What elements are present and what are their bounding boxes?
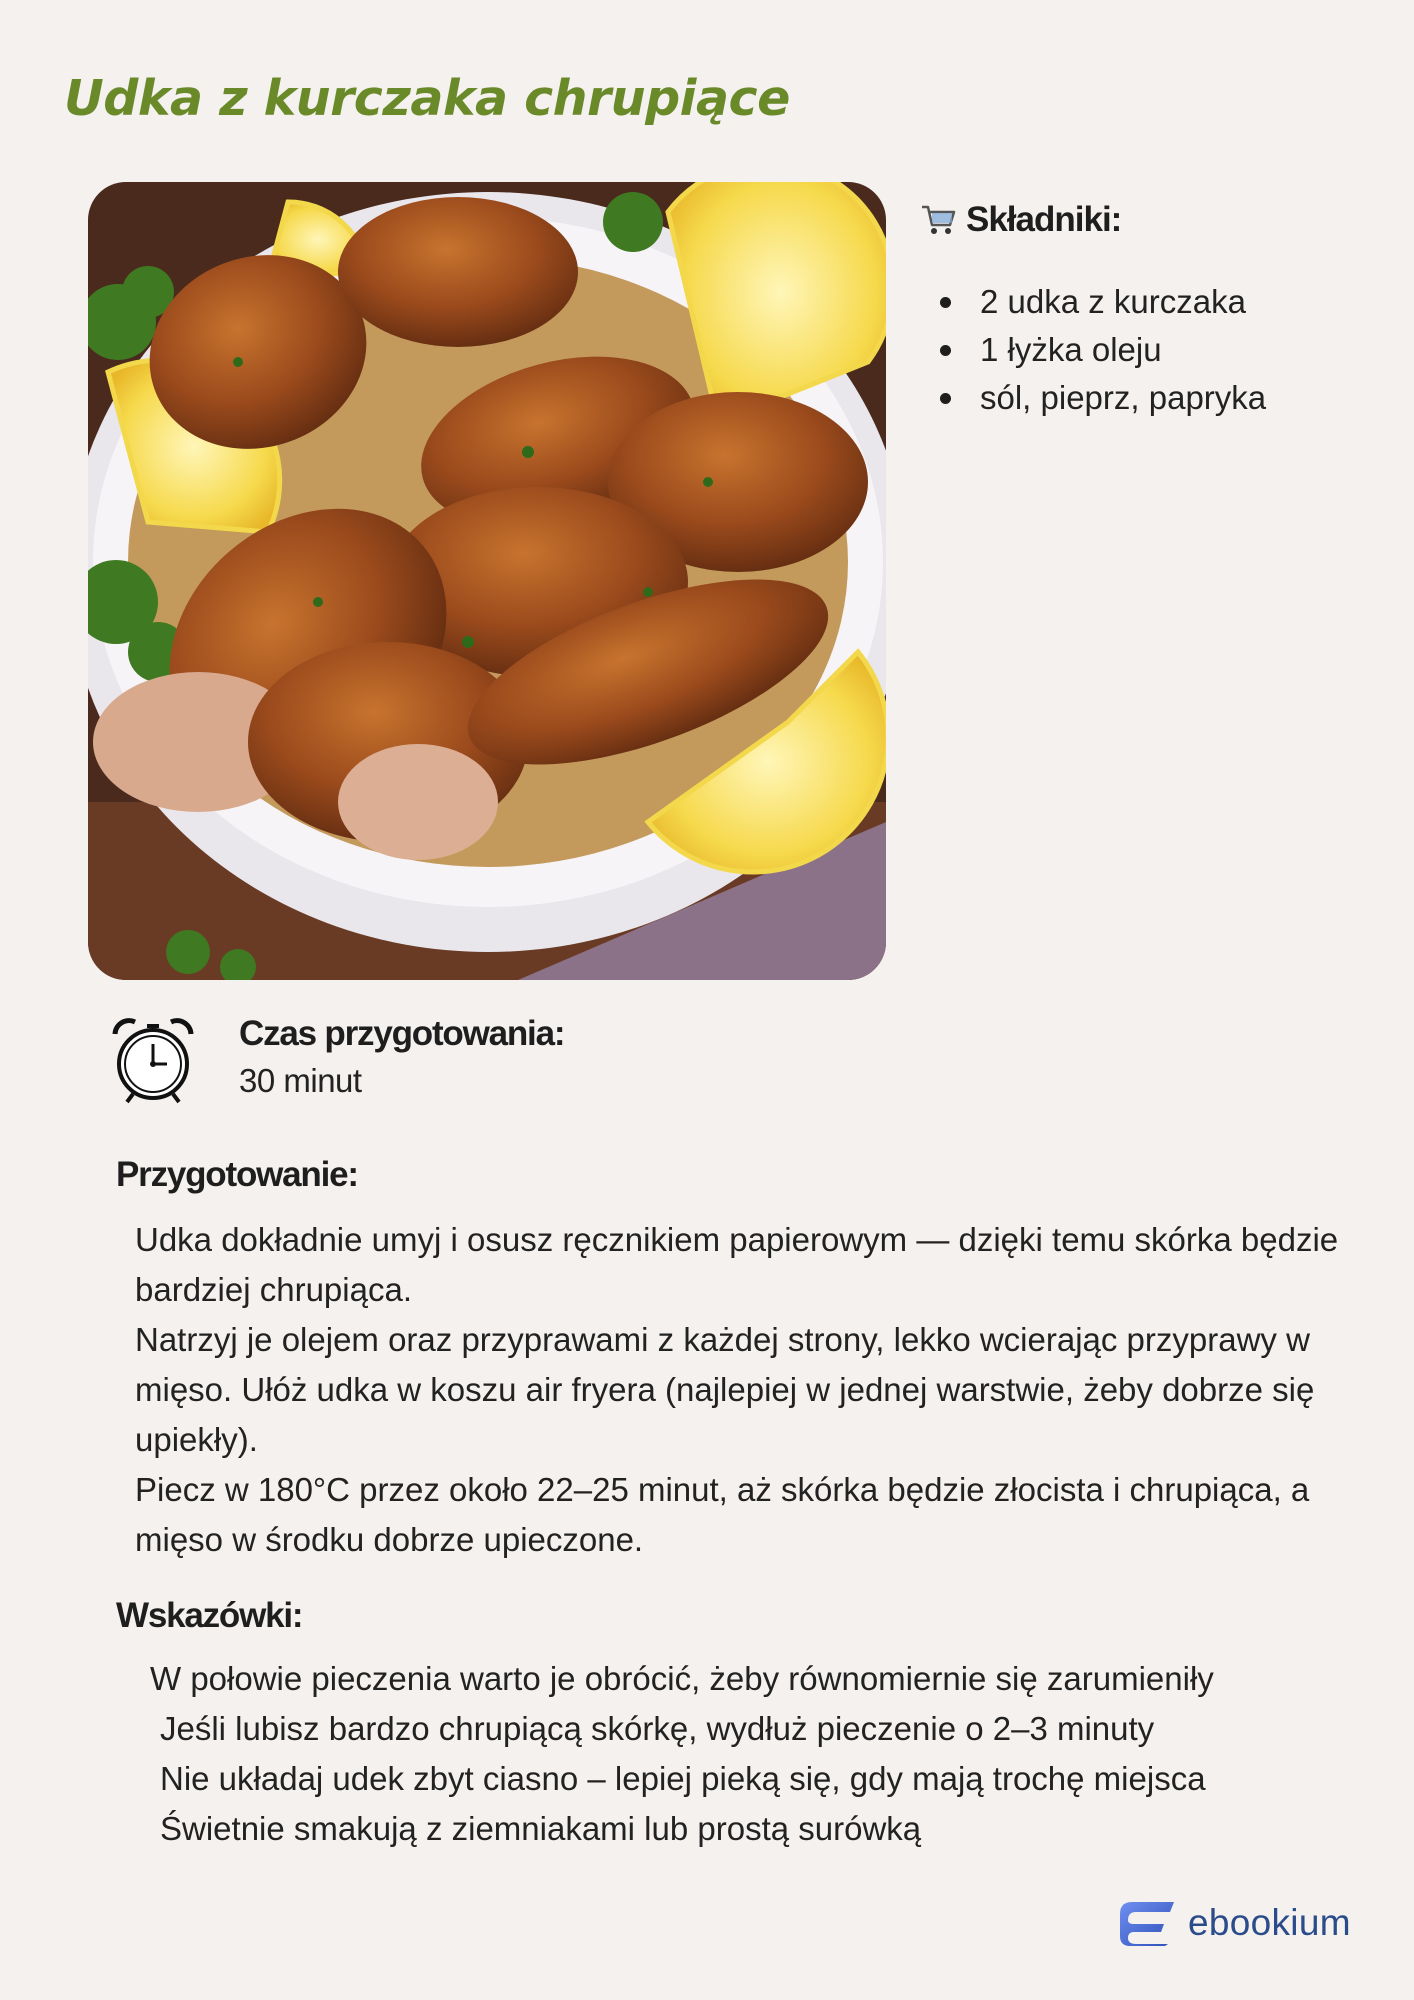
tips-list (150, 1654, 1390, 1854)
alarm-clock-icon (105, 1012, 201, 1112)
list-item: 1 łyżka oleju (940, 326, 1266, 374)
tip-item: W połowie pieczenia warto je obrócić, żeby równomiernie się zarumieniły (150, 1660, 1214, 1697)
recipe-title: Udka z kurczaka chrupiące (64, 70, 790, 127)
brand-logo (1118, 1898, 1351, 1948)
tips-heading: Wskazówki: (116, 1596, 303, 1635)
ingredients-list (940, 278, 1266, 422)
prep-time-label: Czas przygotowania: (239, 1014, 565, 1053)
preparation-text (135, 1215, 1395, 1565)
chicken-drumsticks-photo (88, 182, 886, 980)
preparation-step: Natrzyj je olejem oraz przyprawami z każdej strony, lekko wcierając przyprawy w mięso. Ułóż udka w koszu air fryera (najlepiej w jednej warstwie, żeby dobrze się upiekły). (135, 1321, 1315, 1458)
tip-item: Świetnie smakują z ziemniakami lub prostą surówką (160, 1810, 922, 1847)
brand-name: ebookium (1188, 1902, 1351, 1943)
ingredients-heading (920, 200, 1121, 240)
shopping-cart-icon (920, 201, 958, 239)
tip-item: Nie układaj udek zbyt ciasno – lepiej pieką się, gdy mają trochę miejsca (160, 1760, 1206, 1797)
ebookium-logo-icon (1118, 1898, 1178, 1948)
preparation-step: Udka dokładnie umyj i osusz ręcznikiem papierowym — dzięki temu skórka będzie bardziej chrupiąca. (135, 1221, 1339, 1308)
preparation-heading: Przygotowanie: (116, 1155, 358, 1194)
ingredients-heading-label: Składniki: (966, 200, 1122, 239)
list-item: sól, pieprz, papryka (940, 374, 1266, 422)
prep-time-value: 30 minut (239, 1062, 362, 1099)
tip-item: Jeśli lubisz bardzo chrupiącą skórkę, wydłuż pieczenie o 2–3 minuty (160, 1710, 1155, 1747)
preparation-step: Piecz w 180°C przez około 22–25 minut, aż skórka będzie złocista i chrupiąca, a mięso w środku dobrze upieczone. (135, 1471, 1310, 1558)
list-item: 2 udka z kurczaka (940, 278, 1266, 326)
